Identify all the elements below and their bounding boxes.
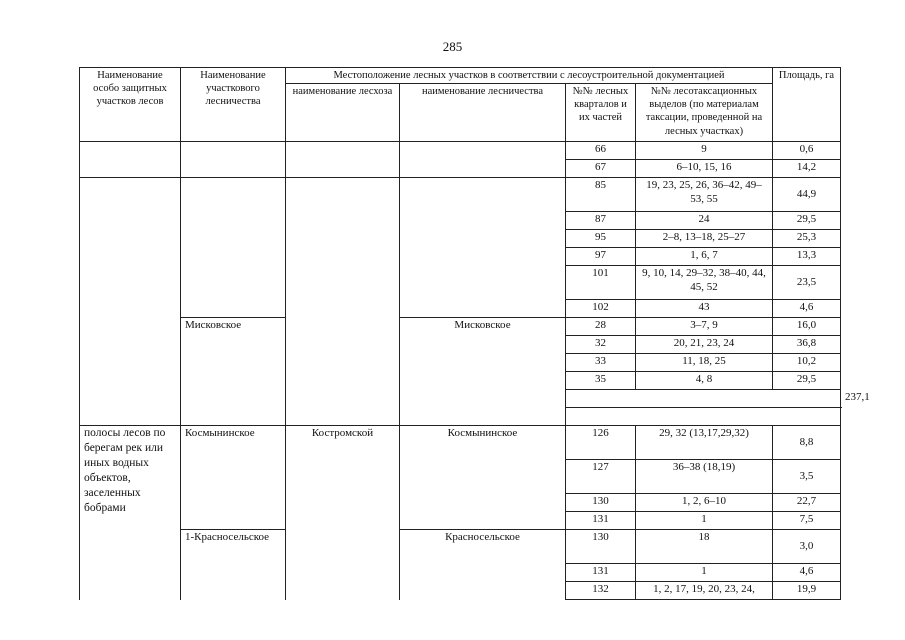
- cell-area: 22,7: [773, 494, 841, 512]
- cell-area: 4,6: [773, 564, 841, 582]
- cell-allotments: 1: [636, 512, 773, 530]
- cell-allotments: 1, 6, 7: [636, 248, 773, 266]
- cell-allotments: 9, 10, 14, 29–32, 38–40, 44, 45, 52: [636, 266, 773, 300]
- cell-area: 19,9: [773, 582, 841, 600]
- cell-allotments: 9: [636, 142, 773, 160]
- cell-quarter: 67: [566, 160, 636, 178]
- cell-allotments: 2–8, 13–18, 25–27: [636, 230, 773, 248]
- cell-allotments: 24: [636, 212, 773, 230]
- cell-forestry-kosmyninskoe: Космынинское: [400, 426, 566, 530]
- cell-area: 14,2: [773, 160, 841, 178]
- cell-allotments: 6–10, 15, 16: [636, 160, 773, 178]
- cell-quarter: 85: [566, 178, 636, 212]
- cell-quarter: 130: [566, 494, 636, 512]
- cell-area: 3,5: [773, 460, 841, 494]
- cell-quarter: 66: [566, 142, 636, 160]
- cell-area: 7,5: [773, 512, 841, 530]
- cell-protected-category: полосы лесов по берегам рек или иных водных объектов, заселенных бобрами: [80, 426, 181, 600]
- cell-area: 29,5: [773, 372, 841, 390]
- cell-allotments: 3–7, 9: [636, 318, 773, 336]
- cell-forestry-empty: [400, 142, 566, 178]
- cell-area: 8,8: [773, 426, 841, 460]
- cell-spacer-empty: [566, 408, 841, 426]
- cell-area: 13,3: [773, 248, 841, 266]
- cell-allotments: 11, 18, 25: [636, 354, 773, 372]
- cell-allotments: 36–38 (18,19): [636, 460, 773, 494]
- header-row-top: [80, 68, 841, 84]
- cell-area: 16,0: [773, 318, 841, 336]
- cell-quarter: 32: [566, 336, 636, 354]
- cell-total-empty: [566, 390, 841, 408]
- cell-allotments: 43: [636, 300, 773, 318]
- cell-quarter: 131: [566, 564, 636, 582]
- cell-area: 44,9: [773, 178, 841, 212]
- cell-quarter: 95: [566, 230, 636, 248]
- table-row: [80, 318, 841, 336]
- table-row: [80, 426, 841, 460]
- cell-area: 36,8: [773, 336, 841, 354]
- cell-quarter: 131: [566, 512, 636, 530]
- cell-district-empty: [181, 178, 286, 318]
- cell-allotments: 19, 23, 25, 26, 36–42, 49–53, 55: [636, 178, 773, 212]
- table-row: [80, 530, 841, 564]
- table-row: [80, 142, 841, 160]
- cell-quarter: 102: [566, 300, 636, 318]
- cell-district-krasnoselskoe: 1-Красносельское: [181, 530, 286, 600]
- cell-forestry-empty: [400, 178, 566, 318]
- cell-allotments: 29, 32 (13,17,29,32): [636, 426, 773, 460]
- cell-quarter: 127: [566, 460, 636, 494]
- cell-leshoz-empty: [286, 178, 400, 426]
- cell-area: 25,3: [773, 230, 841, 248]
- cell-district-miskovskoe: Мисковское: [181, 318, 286, 426]
- cell-area: 29,5: [773, 212, 841, 230]
- cell-allotments: 1, 2, 17, 19, 20, 23, 24,: [636, 582, 773, 600]
- header-leshoz: наименование лесхоза: [286, 84, 400, 142]
- cell-allotments: 1, 2, 6–10: [636, 494, 773, 512]
- cell-area: 10,2: [773, 354, 841, 372]
- cell-area: 23,5: [773, 266, 841, 300]
- forest-areas-table: [79, 67, 870, 600]
- cell-allotments: 4, 8: [636, 372, 773, 390]
- cell-protected-empty: [80, 178, 181, 426]
- cell-district-empty: [181, 142, 286, 178]
- cell-protected-empty: [80, 142, 181, 178]
- header-protected-name: Наименование особо защитных участков лесов: [80, 68, 181, 142]
- cell-allotments: 1: [636, 564, 773, 582]
- cell-quarter: 132: [566, 582, 636, 600]
- header-forestry: наименование лесничества: [400, 84, 566, 142]
- table-row: 237,1: [80, 390, 841, 408]
- cell-forestry-miskovskoe: Мисковское: [400, 318, 566, 426]
- header-district-forestry: Наименование участкового лесничества: [181, 68, 286, 142]
- cell-quarter: 87: [566, 212, 636, 230]
- cell-leshoz-kostromskoy: Костромской: [286, 426, 400, 600]
- cell-quarter: 97: [566, 248, 636, 266]
- cell-quarter: 33: [566, 354, 636, 372]
- cell-district-kosmyninskoe: Космынинское: [181, 426, 286, 530]
- cell-quarter: 28: [566, 318, 636, 336]
- cell-quarter: 101: [566, 266, 636, 300]
- cell-area: 3,0: [773, 530, 841, 564]
- cell-leshoz-empty: [286, 142, 400, 178]
- cell-quarter: 35: [566, 372, 636, 390]
- cell-forestry-krasnoselskoe: Красносельское: [400, 530, 566, 600]
- page-number: 285: [442, 39, 463, 54]
- cell-area: 0,6: [773, 142, 841, 160]
- cell-quarter: 126: [566, 426, 636, 460]
- cell-area: 4,6: [773, 300, 841, 318]
- cell-quarter: 130: [566, 530, 636, 564]
- header-area: Площадь, га: [773, 68, 841, 142]
- header-quarters: №№ лесных кварталов и их частей: [566, 84, 636, 142]
- table-row: [80, 178, 841, 212]
- header-allotments: №№ лесотаксационных выделов (по материалам таксации, проведенной на лесных участках): [636, 84, 773, 142]
- cell-allotments: 20, 21, 23, 24: [636, 336, 773, 354]
- header-location-group: Местоположение лесных участков в соответствии с лесоустроительной документацией: [286, 68, 773, 84]
- cell-allotments: 18: [636, 530, 773, 564]
- table-container: [79, 67, 870, 596]
